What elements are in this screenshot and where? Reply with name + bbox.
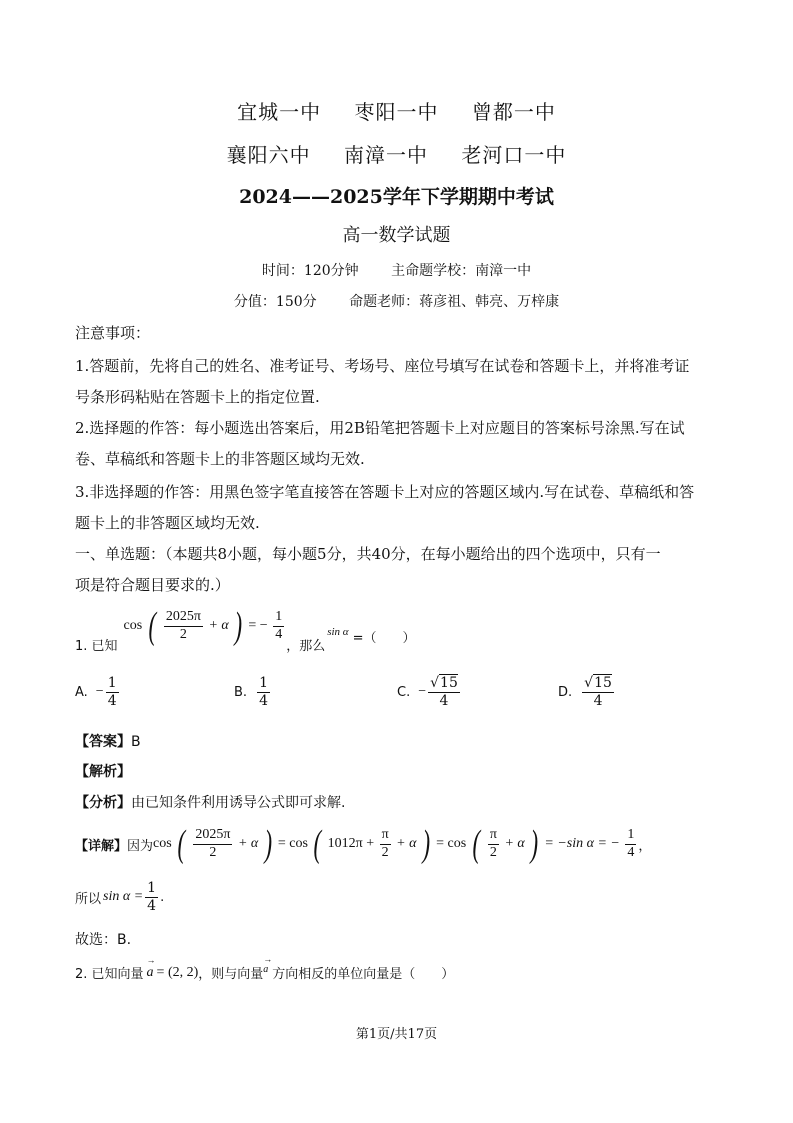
fraction-numerator: 1 bbox=[625, 827, 636, 845]
then-text: ，那么 bbox=[286, 638, 326, 654]
q1-formula bbox=[124, 607, 287, 645]
period: . bbox=[160, 889, 165, 905]
sin-alpha: sin α bbox=[327, 626, 349, 638]
question-mid-text: ，则与向量 bbox=[198, 967, 264, 982]
fraction bbox=[582, 675, 614, 710]
fraction bbox=[164, 609, 203, 644]
fraction-numerator: π bbox=[380, 827, 391, 845]
fraction bbox=[193, 827, 232, 862]
fraction bbox=[257, 675, 270, 710]
answer-value: B bbox=[131, 734, 141, 750]
fraction-denominator: 4 bbox=[147, 897, 157, 914]
option-b[interactable] bbox=[234, 675, 272, 710]
question-number: 1. 已知 bbox=[75, 638, 118, 654]
sqrt-radicand: 15 bbox=[594, 675, 612, 691]
exam-time: 时间：120分钟 bbox=[261, 263, 359, 279]
blank-paren: =（ ） bbox=[352, 630, 416, 646]
fraction-numerator: √15 bbox=[584, 675, 612, 691]
notes-heading: 注意事项： bbox=[75, 324, 151, 342]
fraction-numerator: 1 bbox=[147, 880, 157, 896]
fraction-denominator: 2 bbox=[179, 626, 187, 642]
right-paren: ) bbox=[264, 823, 272, 865]
fraction bbox=[625, 827, 636, 862]
host-school: 主命题学校：南漳一中 bbox=[391, 263, 532, 279]
answer-line bbox=[75, 731, 141, 751]
note-2-line-2: 卷、草稿纸和答题卡上的非答题区域均无效. bbox=[75, 450, 365, 468]
fenxi-tag: 【分析】 bbox=[75, 795, 131, 811]
equals: = bbox=[436, 836, 445, 852]
fraction-numerator: 1 bbox=[273, 609, 284, 627]
minus-sign: − bbox=[418, 684, 427, 700]
equals-minus: = − bbox=[248, 618, 268, 634]
detail-prefix: 因为 bbox=[127, 838, 154, 854]
fraction-denominator: 4 bbox=[627, 844, 635, 860]
option-label: D. bbox=[558, 684, 573, 700]
school-row-2 bbox=[0, 139, 793, 168]
school-name: 老河口一中 bbox=[461, 143, 567, 167]
fraction bbox=[145, 880, 158, 915]
section-heading-line-2: 项是符合题目要求的.） bbox=[75, 576, 230, 594]
note-3-line-1: 3.非选择题的作答：用黑色签字笔直接答在答题卡上对应的答题区域内.写在试卷、草稿纸和答 bbox=[75, 483, 695, 501]
option-a[interactable] bbox=[75, 675, 121, 710]
plus-alpha: + α bbox=[237, 836, 259, 852]
cos-symbol: cos bbox=[447, 836, 467, 852]
page-number: 第1页/共17页 bbox=[355, 1027, 438, 1042]
section-heading-line-1: 一、单选题：（本题共8小题，每小题5分，共40分，在每小题给出的四个选项中，只有一 bbox=[75, 545, 661, 563]
option-c[interactable] bbox=[397, 675, 462, 710]
option-d[interactable] bbox=[558, 675, 616, 710]
sin-alpha-equals: sin α = bbox=[103, 889, 144, 905]
fraction bbox=[428, 675, 460, 710]
exam-info-row-1 bbox=[0, 260, 793, 280]
exam-authors: 命题老师：蒋彦祖、韩亮、万梓康 bbox=[349, 294, 560, 310]
term-1012pi: 1012π + bbox=[327, 836, 375, 852]
plus-alpha: + α bbox=[396, 836, 417, 852]
right-paren: ) bbox=[422, 823, 431, 865]
left-paren: ( bbox=[177, 823, 186, 865]
left-paren: ( bbox=[314, 823, 322, 865]
conclusion-line bbox=[75, 880, 164, 915]
comma: ， bbox=[638, 838, 652, 854]
answer-tag: 【答案】 bbox=[75, 734, 131, 750]
detail-line bbox=[75, 825, 651, 863]
cos-symbol: cos bbox=[123, 618, 143, 634]
note-1-line-2: 号条形码粘贴在答题卡上的指定位置. bbox=[75, 388, 320, 406]
fraction bbox=[380, 827, 391, 862]
option-label: A. bbox=[75, 684, 88, 700]
right-paren: ) bbox=[234, 605, 243, 647]
cos-symbol: cos bbox=[289, 836, 308, 852]
fraction-numerator: 1 bbox=[259, 675, 268, 691]
fraction-denominator: 4 bbox=[593, 692, 603, 709]
left-paren: ( bbox=[148, 605, 156, 647]
detail-tag: 【详解】 bbox=[75, 838, 128, 854]
vector-value: = (2, 2) bbox=[156, 964, 199, 980]
plus-alpha: + α bbox=[504, 836, 525, 852]
equals-neg-sin: = −sin α = − bbox=[544, 836, 620, 852]
note-2-line-1: 2.选择题的作答：每小题选出答案后，用2B铅笔把答题卡上对应题目的答案标号涂黑.写在试 bbox=[75, 419, 685, 437]
note-1-line-1: 1.答题前，先将自己的姓名、准考证号、考场号、座位号填写在试卷和答题卡上，并将准考证 bbox=[75, 357, 690, 375]
school-name: 襄阳六中 bbox=[226, 143, 311, 167]
fraction bbox=[273, 609, 284, 644]
note-3-line-2: 题卡上的非答题区域均无效. bbox=[75, 514, 260, 532]
school-name: 曾都一中 bbox=[471, 100, 556, 124]
fenxi-text: 由已知条件利用诱导公式即可求解. bbox=[131, 795, 346, 811]
fraction-denominator: 4 bbox=[439, 692, 449, 709]
question-1 bbox=[75, 605, 416, 660]
detail-formula bbox=[153, 825, 638, 863]
fraction-numerator: π bbox=[488, 827, 499, 845]
fraction-denominator: 4 bbox=[107, 692, 117, 709]
option-label: B. bbox=[234, 684, 248, 700]
vector-a-small: → a bbox=[263, 964, 268, 975]
fraction-denominator: 2 bbox=[489, 844, 497, 860]
exam-title: 2024——2025学年下学期期中考试 bbox=[239, 186, 554, 208]
fraction-numerator: 2025π bbox=[164, 609, 203, 627]
cos-symbol: cos bbox=[153, 836, 172, 852]
sqrt-radicand: 15 bbox=[440, 675, 458, 691]
exam-score: 分值：150分 bbox=[233, 294, 317, 310]
fraction-denominator: 2 bbox=[209, 844, 217, 860]
plus-alpha: + α bbox=[208, 618, 229, 634]
question-2 bbox=[75, 963, 454, 982]
fraction-denominator: 2 bbox=[381, 844, 389, 860]
fraction bbox=[488, 827, 499, 862]
question-number: 2. 已知向量 bbox=[75, 967, 144, 982]
school-name: 枣阳一中 bbox=[354, 100, 439, 124]
left-paren: ( bbox=[472, 823, 480, 865]
option-label: C. bbox=[397, 684, 411, 700]
school-name: 宜城一中 bbox=[237, 100, 322, 124]
so-prefix: 所以 bbox=[75, 891, 102, 907]
fenxi-line bbox=[75, 792, 345, 812]
question-tail-text: 方向相反的单位向量是（ ） bbox=[272, 967, 455, 982]
right-paren: ) bbox=[530, 823, 539, 865]
fraction-denominator: 4 bbox=[275, 626, 283, 642]
school-row-1 bbox=[0, 96, 793, 125]
fraction-numerator: √15 bbox=[430, 675, 458, 691]
equals: = bbox=[277, 836, 286, 852]
exam-info-row-2 bbox=[0, 291, 793, 311]
fraction bbox=[106, 675, 119, 710]
vector-a: → a bbox=[147, 965, 154, 981]
minus-sign: − bbox=[95, 684, 104, 700]
fraction-numerator: 2025π bbox=[193, 827, 232, 845]
subject-title: 高一数学试题 bbox=[342, 225, 451, 246]
fraction-numerator: 1 bbox=[107, 675, 117, 691]
school-name: 南漳一中 bbox=[344, 143, 428, 167]
analysis-tag: 【解析】 bbox=[75, 764, 131, 780]
fraction-denominator: 4 bbox=[259, 692, 268, 709]
choose-line: 故选：B. bbox=[75, 932, 132, 948]
